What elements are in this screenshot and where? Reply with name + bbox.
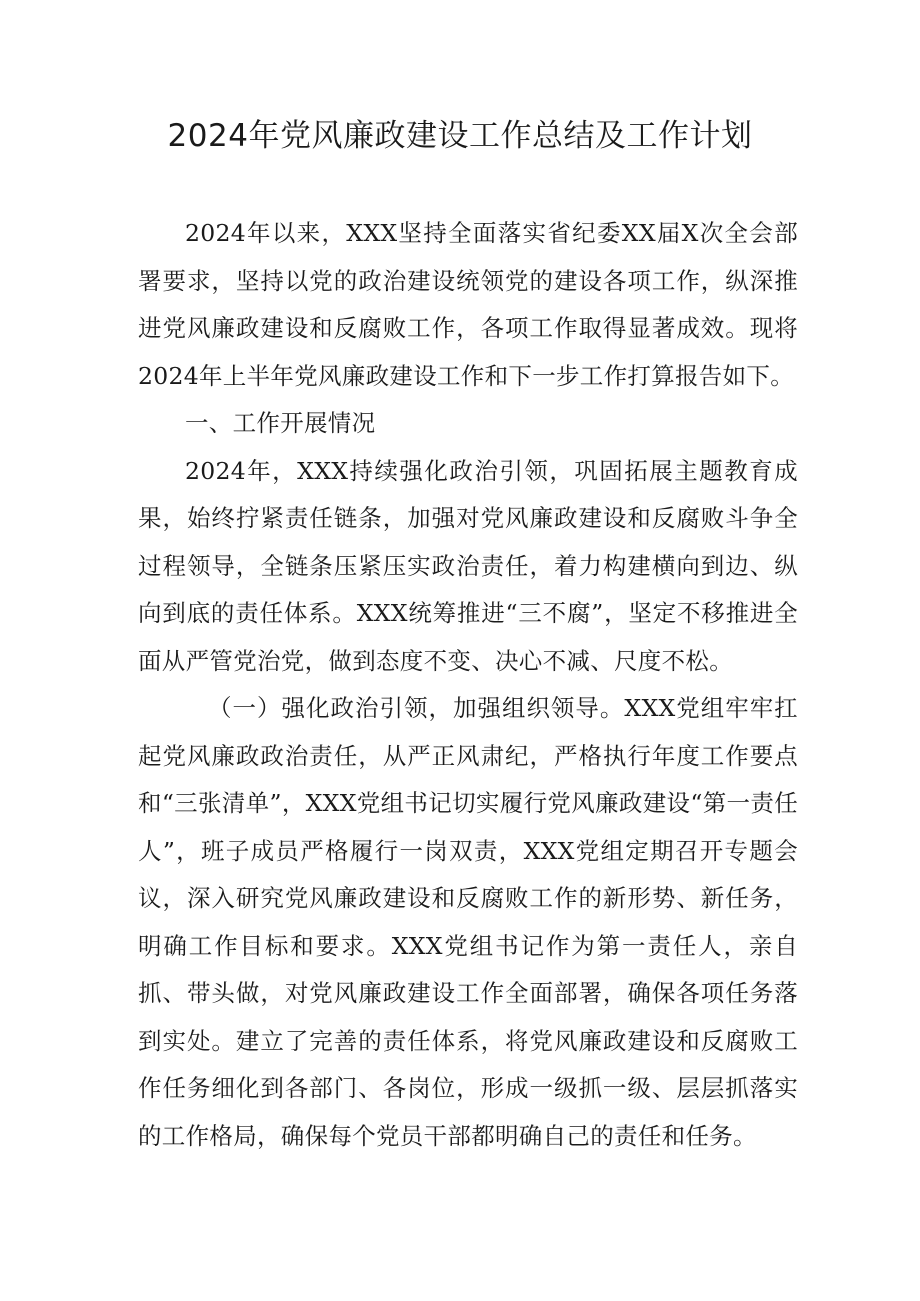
section-heading: 一、工作开展情况 xyxy=(185,409,376,437)
document-title: 2024年党风廉政建设工作总结及工作计划 xyxy=(167,118,753,154)
section-paragraph: 2024年，XXX持续强化政治引领，巩固拓展主题教育成果，始终拧紧责任链条，加强对党风廉政建设和反腐败斗争全过程领导，全链条压紧压实政治责任，着力构建横向到边、纵向到底的责任体系。XXX统筹推进“三不腐”，坚定不移推进全面从严管党治党，做到态度不变、决心不减、尺度不松。 xyxy=(138,456,798,675)
subsection-paragraph: （一）强化政治引领，加强组织领导。XXX党组牢牢扛起党风廉政政治责任，从严正风肃纪，严格执行年度工作要点和“三张清单”，XXX党组书记切实履行党风廉政建设“第一责任人”，班子成员严格履行一岗双责，XXX党组定期召开专题会议，深入研究党风廉政建设和反腐败工作的新形势、新任务，明确工作目标和要求。XXX党组书记作为第一责任人，亲自抓、带头做，对党风廉政建设工作全面部署，确保各项任务落到实处。建立了完善的责任体系，将党风廉政建设和反腐败工作任务细化到各部门、各岗位，形成一级抓一级、层层抓落实的工作格局，确保每个党员干部都明确自己的责任和任务。 xyxy=(138,694,798,1150)
intro-paragraph: 2024年以来，XXX坚持全面落实省纪委XX届X次全会部署要求，坚持以党的政治建设统领党的建设各项工作，纵深推进党风廉政建设和反腐败工作，各项工作取得显著成效。现将2024年上半年党风廉政建设工作和下一步工作打算报告如下。 xyxy=(138,219,798,390)
document-body xyxy=(138,210,798,1160)
